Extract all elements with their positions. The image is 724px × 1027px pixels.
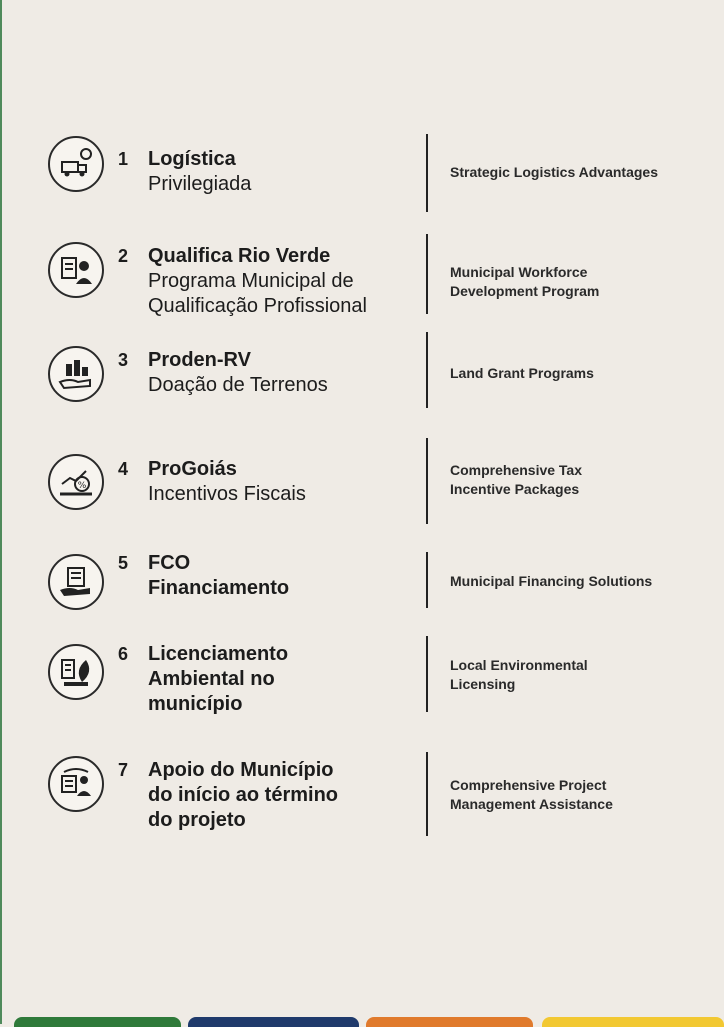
item-subtitle: Incentivos Fiscais — [148, 483, 306, 505]
item-number: 6 — [118, 644, 129, 664]
item-title-line-3: município — [148, 693, 243, 715]
financing-icon — [48, 554, 104, 610]
footer-bar-yellow — [542, 1017, 724, 1027]
item-description — [450, 656, 710, 694]
footer-bar-blue — [188, 1017, 359, 1027]
divider — [426, 752, 428, 836]
footer-bar-orange — [366, 1017, 533, 1027]
item-description — [450, 776, 710, 814]
item-description-line-1: Local Environmental — [450, 657, 588, 673]
item-subtitle-line-2: Qualificação Profissional — [148, 295, 367, 317]
divider — [426, 438, 428, 524]
divider — [426, 332, 428, 408]
item-description-line-1: Municipal Workforce — [450, 264, 588, 280]
item-number: 3 — [118, 350, 129, 370]
item-description-line-2: Licensing — [450, 676, 516, 692]
item-description-line-2: Development Program — [450, 283, 600, 299]
item-title: Qualifica Rio Verde — [148, 245, 331, 267]
land-grant-icon — [48, 346, 104, 402]
left-edge-stripe — [0, 0, 2, 1024]
item-description: Land Grant Programs — [450, 365, 594, 381]
item-subtitle-line-1: Programa Municipal de — [148, 270, 354, 292]
tax-incentive-icon — [48, 454, 104, 510]
divider — [426, 234, 428, 314]
item-title-line-2: do início ao término — [148, 784, 339, 806]
item-number: 4 — [118, 459, 129, 479]
project-support-icon — [48, 756, 104, 812]
item-description-line-1: Comprehensive Project — [450, 777, 607, 793]
item-number: 2 — [118, 246, 129, 266]
item-description-line-1: Comprehensive Tax — [450, 462, 583, 478]
item-title: ProGoiás — [148, 458, 237, 480]
svg-text:%: % — [77, 481, 87, 491]
item-description — [450, 461, 710, 499]
item-description-line-2: Incentive Packages — [450, 481, 580, 497]
item-title-line-1: Licenciamento — [148, 643, 289, 665]
workforce-icon — [48, 242, 104, 298]
divider — [426, 636, 428, 712]
item-description — [450, 263, 710, 301]
item-subtitle: Privilegiada — [148, 173, 252, 195]
item-description: Municipal Financing Solutions — [450, 573, 653, 589]
item-title: Logística — [148, 148, 236, 170]
environmental-license-icon — [48, 644, 104, 700]
item-title-line-1: FCO — [148, 552, 191, 574]
footer-bar-green — [14, 1017, 181, 1027]
item-number: 5 — [118, 553, 129, 573]
item-description-line-2: Management Assistance — [450, 796, 613, 812]
item-title-line-3: do projeto — [148, 809, 246, 831]
item-number: 7 — [118, 760, 129, 780]
divider — [426, 134, 428, 212]
item-subtitle: Doação de Terrenos — [148, 374, 328, 396]
item-title-line-2: Ambiental no — [148, 668, 275, 690]
item-description: Strategic Logistics Advantages — [450, 164, 658, 180]
divider — [426, 552, 428, 608]
item-title-line-2: Financiamento — [148, 577, 290, 599]
item-number: 1 — [118, 149, 129, 169]
logistics-icon — [48, 136, 104, 192]
item-title: Proden-RV — [148, 349, 251, 371]
item-title-line-1: Apoio do Município — [148, 759, 334, 781]
